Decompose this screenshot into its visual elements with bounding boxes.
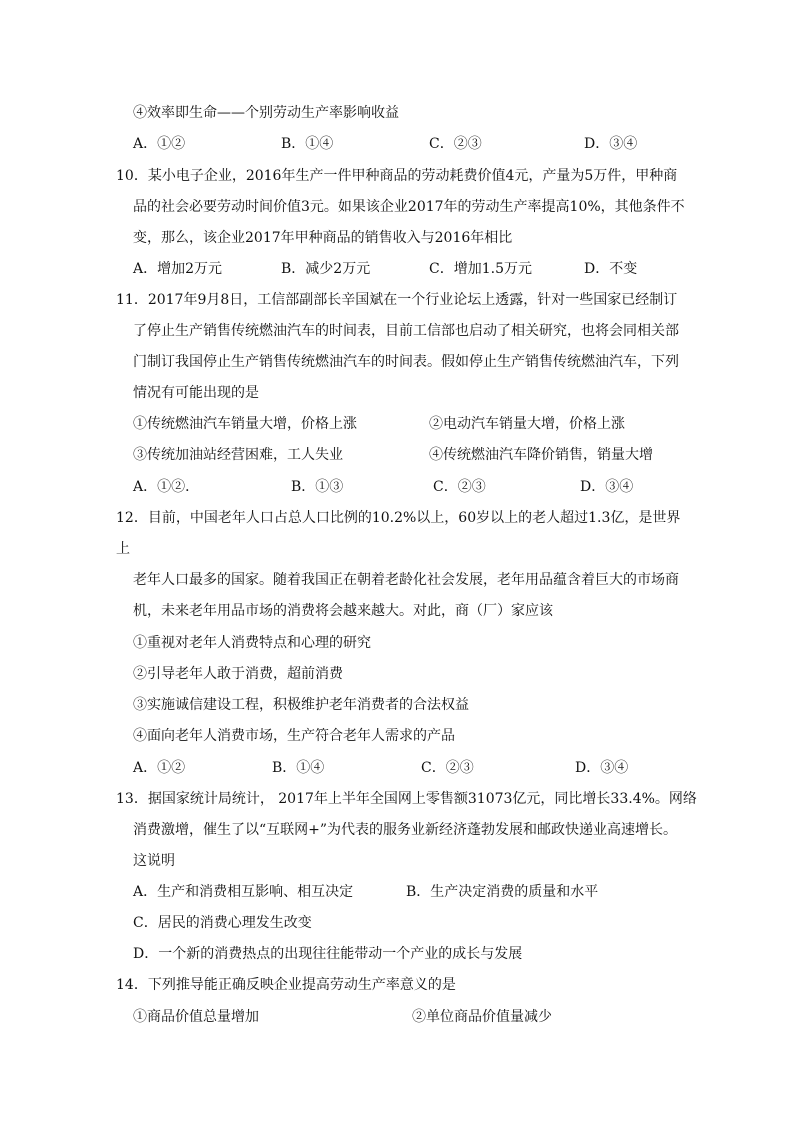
q9-option-a: A．①② xyxy=(133,136,186,152)
q11-line-3: 门制订我国停止生产销售传统燃油汽车的时间表。假如停止生产销售传统燃油汽车，下列 xyxy=(133,354,679,370)
q11-option-b: B．①③ xyxy=(291,479,344,495)
q11-item-4: ④传统燃油汽车降价销售，销量大增 xyxy=(429,447,653,463)
q12-line-4: 机，未来老年用品市场的消费将会越来越大。对此，商（厂）家应该 xyxy=(133,603,553,619)
q14-line-1: 14．下列推导能正确反映企业提高劳动生产率意义的是 xyxy=(116,977,456,993)
q9-option-b: B．①④ xyxy=(281,136,334,152)
q13-line-1: 13．据国家统计局统计， 2017年上半年全国网上零售额31073亿元，同比增长33.4%。网络 xyxy=(116,791,697,807)
q10-line-2: 品的社会必要劳动时间价值3元。如果该企业2017年的劳动生产率提高10%，其他条件不 xyxy=(133,199,685,215)
q9-option-d: D．③④ xyxy=(584,136,638,152)
q12-option-c: C．②③ xyxy=(421,760,474,776)
q12-line-1: 12．目前，中国老年人口占总人口比例的10.2%以上，60岁以上的老人超过1.3亿，是世界 xyxy=(116,510,681,526)
q11-item-1: ①传统燃油汽车销量大增，价格上涨 xyxy=(133,416,357,432)
q10-line-3: 变，那么，该企业2017年甲种商品的销售收入与2016年相比 xyxy=(133,230,513,246)
q11-line-4: 情况有可能出现的是 xyxy=(133,385,259,401)
q10-option-a: A．增加2万元 xyxy=(133,261,223,277)
q11-line-1: 11．2017年9月8日，工信部副部长辛国斌在一个行业论坛上透露，针对一些国家已经制订 xyxy=(116,292,678,308)
q13-line-2: 消费激增，催生了以“互联网+”为代表的服务业新经济蓬勃发展和邮政快递业高速增长。 xyxy=(133,822,678,838)
q13-option-b: B．生产决定消费的质量和水平 xyxy=(406,884,599,900)
q11-line-2: 了停止生产销售传统燃油汽车的时间表，目前工信部也启动了相关研究，也将会同相关部 xyxy=(133,323,679,339)
q12-option-a: A．①② xyxy=(133,760,186,776)
q12-item-1: ①重视对老年人消费特点和心理的研究 xyxy=(133,635,371,651)
q10-option-c: C．增加1.5万元 xyxy=(429,261,532,277)
q13-line-3: 这说明 xyxy=(133,853,175,869)
q13-option-c: C．居民的消费心理发生改变 xyxy=(133,915,312,931)
q12-option-b: B．①④ xyxy=(272,760,325,776)
q13-option-d: D．一个新的消费热点的出现往往能带动一个产业的成长与发展 xyxy=(133,946,523,962)
q11-option-d: D．③④ xyxy=(580,479,634,495)
q12-item-3: ③实施诚信建设工程，积极维护老年消费者的合法权益 xyxy=(133,697,469,713)
q12-item-2: ②引导老年人敢于消费，超前消费 xyxy=(133,666,343,682)
q11-item-3: ③传统加油站经营困难，工人失业 xyxy=(133,447,343,463)
q11-option-a: A．①②． xyxy=(133,479,200,495)
q9-option-c: C．②③ xyxy=(429,136,482,152)
q11-item-2: ②电动汽车销量大增，价格上涨 xyxy=(429,416,625,432)
q10-option-b: B．减少2万元 xyxy=(281,261,371,277)
q9-item4: ④效率即生命——个别劳动生产率影响收益 xyxy=(133,105,399,121)
q14-item-2: ②单位商品价值量减少 xyxy=(412,1009,552,1025)
q10-line-1: 10．某小电子企业，2016年生产一件甲种商品的劳动耗费价值4元，产量为5万件，甲种商 xyxy=(116,168,678,184)
q12-line-2: 上 xyxy=(116,541,130,557)
q11-option-c: C．②③ xyxy=(433,479,486,495)
q10-option-d: D．不变 xyxy=(584,261,638,277)
q12-line-3: 老年人口最多的国家。随着我国正在朝着老龄化社会发展，老年用品蕴含着巨大的市场商 xyxy=(133,572,679,588)
q13-option-a: A．生产和消费相互影响、相互决定 xyxy=(133,884,354,900)
q12-item-4: ④面向老年人消费市场，生产符合老年人需求的产品 xyxy=(133,728,455,744)
q14-item-1: ①商品价值总量增加 xyxy=(133,1009,259,1025)
q12-option-d: D．③④ xyxy=(575,760,629,776)
